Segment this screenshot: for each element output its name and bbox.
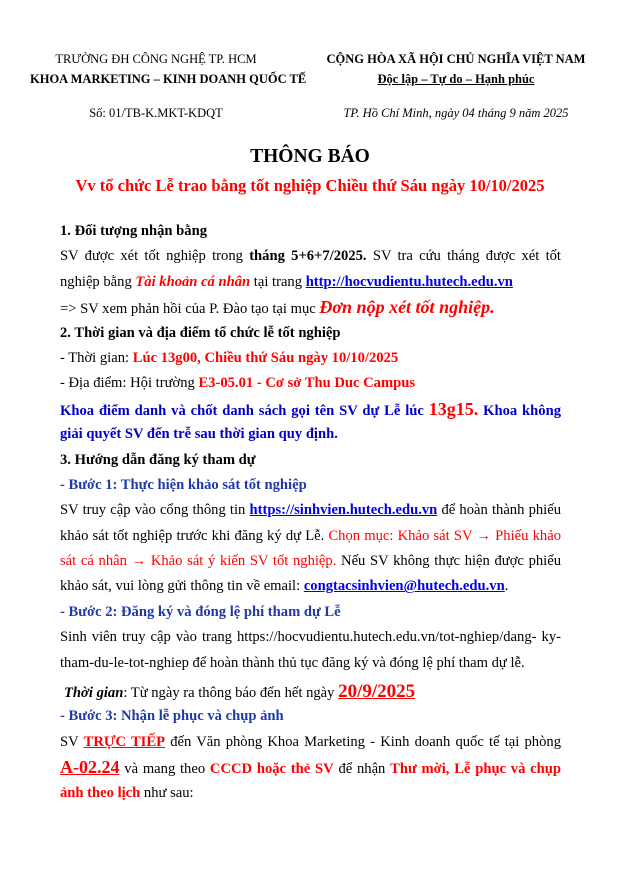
step-2-line-2: tham-du-le-tot-nghiep để hoàn thành thủ tục đăng ký và đóng lệ phí tham dự lễ. bbox=[60, 654, 525, 671]
ceremony-place: - Địa điểm: Hội trường E3-05.01 - Cơ sở Thu Duc Campus bbox=[60, 375, 416, 392]
section-1-line-3: => SV xem phản hồi của P. Đào tạo tại mục Đơn nộp xét tốt nghiệp. bbox=[60, 297, 495, 318]
survey-menu-path-1: Chọn mục: Khảo sát SV → Phiếu khảo bbox=[328, 527, 561, 544]
step-3-heading: - Bước 3: Nhận lễ phục và chụp ảnh bbox=[60, 708, 284, 725]
step-1-line-1: SV truy cập vào cổng thông tin https://sinhvien.hutech.edu.vn để hoàn thành phiếu bbox=[60, 502, 561, 519]
attendance-note-line-1: Khoa điểm danh và chốt danh sách gọi tên SV dự Lễ lúc 13g15. Khoa không bbox=[60, 398, 561, 419]
roll-call-time: 13g15. bbox=[428, 398, 479, 419]
step-3-line-1: SV TRỰC TIẾP đến Văn phòng Khoa Marketing - Kinh doanh quốc tế tại phòng bbox=[60, 733, 561, 750]
document-number: Số: 01/TB-K.MKT-KDQT bbox=[89, 106, 223, 120]
step-1-line-3: sát cá nhân → Khảo sát ý kiến SV tốt nghiệp. Nếu SV không thực hiện được phiếu bbox=[60, 553, 562, 570]
attendance-note-line-2: giải quyết SV đến trễ sau thời gian quy định. bbox=[60, 426, 338, 443]
graduation-months: tháng 5+6+7/2025. bbox=[249, 248, 367, 265]
ceremony-time-value: Lúc 13g00, Chiều thứ Sáu ngày 10/10/2025 bbox=[132, 349, 399, 366]
personal-account-text: Tài khoản cá nhân bbox=[135, 273, 251, 290]
section-2-heading: 2. Thời gian và địa điểm tổ chức lễ tốt nghiệp bbox=[60, 324, 341, 341]
in-person-text: TRỰC TIẾP bbox=[83, 733, 166, 750]
survey-menu-path-2: sát cá nhân → Khảo sát ý kiến SV tốt nghiệp. bbox=[60, 553, 337, 570]
section-1-heading: 1. Đối tượng nhận bằng bbox=[60, 223, 208, 239]
office-room: A-02.24 bbox=[60, 757, 120, 778]
step-1-line-4: khảo sát, vui lòng gửi thông tin về email: congtacsinhvien@hutech.edu.vn. bbox=[60, 578, 509, 595]
ceremony-place-value: E3-05.01 - Cơ sở Thu Duc Campus bbox=[198, 375, 416, 392]
step-3-line-3: ảnh theo lịch như sau: bbox=[60, 784, 194, 801]
section-3-heading: 3. Hướng dẫn đăng ký tham dự bbox=[60, 451, 256, 468]
step-2-heading: - Bước 2: Đăng ký và đóng lệ phí tham dự Lễ bbox=[60, 603, 341, 620]
document-title: THÔNG BÁO bbox=[250, 146, 370, 167]
university-name: TRƯỜNG ĐH CÔNG NGHỆ TP. HCM bbox=[55, 52, 257, 66]
document-body bbox=[60, 219, 561, 806]
support-email-link[interactable]: congtacsinhvien@hutech.edu.vn bbox=[303, 578, 505, 595]
sinhvien-portal-link[interactable]: https://sinhvien.hutech.edu.vn bbox=[249, 502, 438, 519]
national-motto: Độc lập – Tự do – Hạnh phúc bbox=[377, 72, 535, 86]
document-subtitle: Vv tổ chức Lễ trao bằng tốt nghiệp Chiều thứ Sáu ngày 10/10/2025 bbox=[75, 176, 545, 195]
pickup-items-text: Thư mời, Lễ phục và chụp bbox=[390, 761, 561, 778]
schedule-text: ảnh theo lịch bbox=[60, 784, 141, 801]
step-1-heading: - Bước 1: Thực hiện khảo sát tốt nghiệp bbox=[60, 476, 307, 493]
faculty-name: KHOA MARKETING – KINH DOANH QUỐC TẾ bbox=[30, 72, 307, 86]
ceremony-time: - Thời gian: Lúc 13g00, Chiều thứ Sáu ngày 10/10/2025 bbox=[60, 349, 399, 366]
section-1-line-1: SV được xét tốt nghiệp trong tháng 5+6+7/2025. SV tra cứu tháng được xét tốt bbox=[60, 248, 561, 265]
step-1-line-2: khảo sát tốt nghiệp trước khi đăng ký dự Lễ. Chọn mục: Khảo sát SV → Phiếu khảo bbox=[60, 527, 561, 544]
place-and-date: TP. Hồ Chí Minh, ngày 04 tháng 9 năm 2025 bbox=[343, 106, 569, 120]
national-title: CỘNG HÒA XÃ HỘI CHỦ NGHĨA VIỆT NAM bbox=[326, 52, 586, 66]
step-2-line-1: Sinh viên truy cập vào trang https://hocvudientu.hutech.edu.vn/tot-nghiep/dang- ky- bbox=[60, 629, 561, 646]
registration-link-tail: tham-du-le-tot-nghiep bbox=[60, 654, 189, 671]
deadline-date: 20/9/2025 bbox=[338, 681, 416, 703]
hocvudientu-link[interactable]: http://hocvudientu.hutech.edu.vn bbox=[305, 273, 513, 290]
step-3-line-2: A-02.24 và mang theo CCCD hoặc thẻ SV để nhận Thư mời, Lễ phục và chụp bbox=[60, 757, 561, 778]
section-1-line-2: nghiệp bằng Tài khoản cá nhân tại trang http://hocvudientu.hutech.edu.vn bbox=[60, 273, 513, 290]
graduation-application-text: Đơn nộp xét tốt nghiệp. bbox=[319, 297, 495, 318]
registration-deadline: Thời gian: Từ ngày ra thông báo đến hết ngày 20/9/2025 bbox=[64, 681, 416, 703]
id-document-text: CCCD hoặc thẻ SV bbox=[209, 761, 334, 778]
